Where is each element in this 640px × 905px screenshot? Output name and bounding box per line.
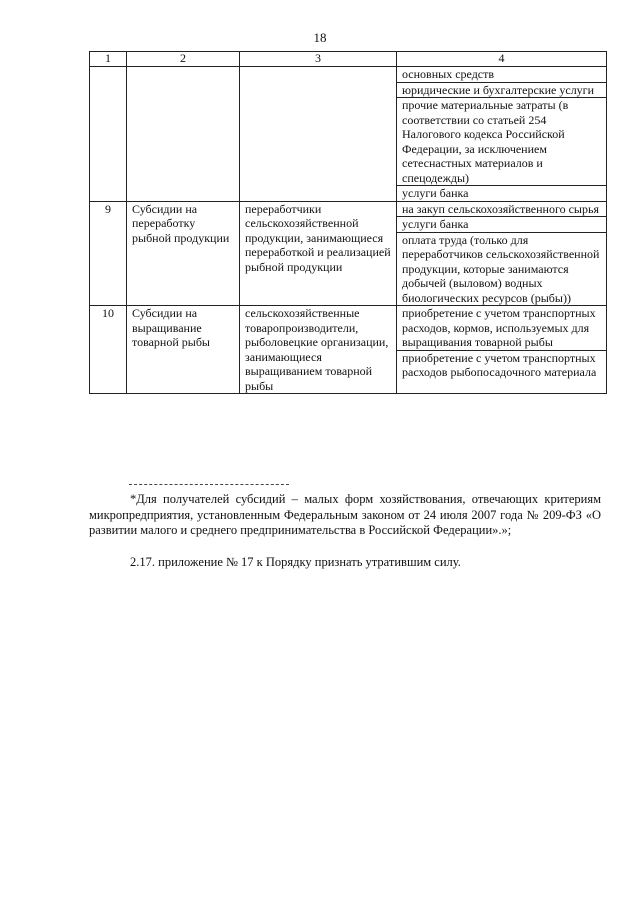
subsidy-table <box>89 51 607 394</box>
table-row <box>90 67 607 202</box>
expense-item: юридические и бухгалтерские услуги <box>397 83 606 99</box>
expense-list <box>397 306 607 394</box>
subsidy-name: Субсидии на выращивание товарной рыбы <box>127 306 240 394</box>
expense-item: на закуп сельскохозяйственного сырья <box>397 202 606 218</box>
table-row <box>90 306 607 394</box>
footnote-text: *Для получателей субсидий – малых форм хозяйствования, отвечающих критериям микропредприятия, установленным Федеральным законом от 24 июля 2007 года № 209-ФЗ «О развитии малого и среднего предпринимательства в Российской Федерации».»; <box>89 492 601 537</box>
expense-item: услуги банка <box>402 186 469 200</box>
column-header: 2 <box>127 52 240 67</box>
column-header: 4 <box>397 52 607 67</box>
expense-item: оплата труда (только для переработчиков сельскохозяйственной продукции, которые занимаются добычей (выловом) водных биологических ресурсов (рыбы)) <box>402 232 600 305</box>
row-number <box>90 67 127 202</box>
expense-item: приобретение с учетом транспортных расходов, кормов, используемых для выращивания товарной рыбы <box>397 306 606 351</box>
page-number: 18 <box>313 30 327 45</box>
recipient-category: сельскохозяйственные товаропроизводители, рыболовецкие организации, занимающиеся выращиванием товарной рыбы <box>240 306 397 394</box>
recipient-category <box>240 67 397 202</box>
expense-item: приобретение с учетом транспортных расходов рыбопосадочного материала <box>402 350 597 379</box>
table-row <box>90 201 607 306</box>
amendment-text: 2.17. приложение № 17 к Порядку признать утратившим силу. <box>130 555 461 569</box>
table-header-row <box>90 52 607 67</box>
expense-item: основных средств <box>397 67 606 83</box>
row-number: 10 <box>90 306 127 394</box>
subsidy-name <box>127 67 240 202</box>
expense-list <box>397 67 607 202</box>
expense-list <box>397 201 607 306</box>
row-number: 9 <box>90 201 127 306</box>
recipient-category: переработчики сельскохозяйственной продукции, занимающиеся переработкой и реализацией рыбной продукции <box>240 201 397 306</box>
footnote-separator <box>129 484 289 485</box>
expense-item: прочие материальные затраты (в соответствии со статьей 254 Налогового кодекса Российской Федерации, за исключением сетеснастных материалов и спецодежды) <box>397 98 606 186</box>
column-header: 1 <box>90 52 127 67</box>
subsidy-name: Субсидии на переработку рыбной продукции <box>127 201 240 306</box>
expense-item: услуги банка <box>397 217 606 233</box>
column-header: 3 <box>240 52 397 67</box>
